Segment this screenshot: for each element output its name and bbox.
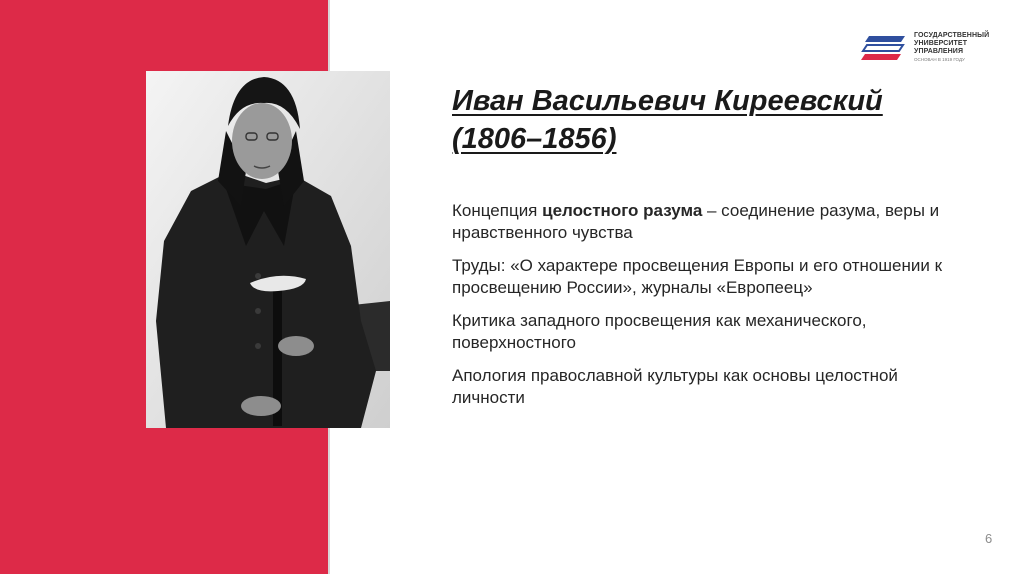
logo-subtitle: ОСНОВАН В 1919 ГОДУ — [914, 57, 965, 62]
university-logo — [861, 30, 1001, 70]
logo-line-3: УПРАВЛЕНИЯ — [914, 48, 964, 55]
content-item-works: Труды: «О характере просвещения Европы и его отношении к просвещению России», журналы «Европеец» — [452, 256, 943, 297]
portrait-illustration — [146, 71, 390, 428]
concept-bold-term: целостного разума — [542, 201, 703, 220]
content-item-critique: Критика западного просвещения как механического, поверхностного — [452, 311, 867, 352]
content-item-apology: Апология православной культуры как основы целостной личности — [452, 366, 898, 407]
title-years: (1806–1856) — [452, 123, 617, 155]
content-item-concept — [452, 200, 972, 244]
logo-line-2: УНИВЕРСИТЕТ — [914, 40, 968, 47]
content-list — [452, 200, 972, 420]
concept-prefix: Концепция — [452, 201, 543, 220]
logo-line-1: ГОСУДАРСТВЕННЫЙ — [914, 32, 990, 39]
slide-title — [452, 82, 972, 158]
title-name: Иван Васильевич Киреевский — [452, 85, 883, 117]
concept-suffix: – соединение разума, веры и нравственного чувства — [452, 201, 940, 242]
university-flag-logo-icon — [861, 32, 907, 64]
page-number: 6 — [985, 531, 993, 546]
logo-text — [914, 32, 1004, 63]
portrait-photo — [146, 71, 390, 428]
